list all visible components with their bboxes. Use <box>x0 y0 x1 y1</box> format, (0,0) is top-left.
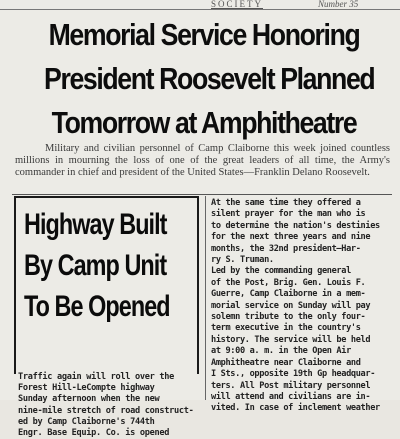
sub-headline-line-2: By Camp Unit <box>24 249 167 282</box>
main-body-line: vited. In case of inclement weather <box>211 403 380 414</box>
sub-story-body <box>18 372 200 439</box>
headline-line-3: Tomorrow at Amphitheatre <box>51 105 357 140</box>
main-body-line: to determine the nation's destinies <box>211 220 380 231</box>
headline-line-2: President Roosevelt Planned <box>44 61 375 96</box>
main-body-line: ters. All Post military personnel <box>211 380 371 391</box>
issue-number: Number 35 <box>318 0 359 9</box>
headline-line-1: Memorial Service Honoring <box>48 17 360 52</box>
sub-story-headline <box>24 204 204 327</box>
sub-body-line: ed by Camp Claiborne's 744th <box>18 416 155 427</box>
main-body-line: will attend and civilians are in- <box>211 391 371 402</box>
main-body-line: at 9:00 a. m. in the Open Air <box>211 346 351 357</box>
main-body-line: history. The service will be held <box>211 334 371 345</box>
section-rule <box>12 194 392 195</box>
main-body-line: I Sts., opposite 19th Gp headquar- <box>211 369 376 380</box>
sub-headline-line-3: To Be Opened <box>24 290 170 323</box>
main-body-line: ry S. Truman. <box>211 255 274 266</box>
sub-story-column <box>14 196 199 439</box>
sub-body-line: nine-mile stretch of road construct- <box>18 405 194 416</box>
main-body-line: term executive in the country's <box>211 323 361 334</box>
main-body-line: solemn tribute to the only four- <box>211 312 366 323</box>
column-divider <box>205 196 206 400</box>
section-label: SOCIETY <box>211 0 263 9</box>
main-body-line: silent prayer for the man who is <box>211 209 366 220</box>
deck-paragraph: Military and civilian personnel of Camp Claiborne this week joined countless millions in mourning the loss of one of the great leaders of all time, the Army's commander in chief and president of the United States—Franklin Delano Roosevelt. <box>15 143 390 178</box>
main-headline <box>18 13 390 145</box>
main-body-line: At the same time they offered a <box>211 198 361 208</box>
main-body-line: for the next three years and nine <box>211 232 371 243</box>
main-story-body <box>211 198 396 415</box>
top-rule <box>0 9 400 10</box>
sub-body-line: Engr. Base Equip. Co. is opened <box>18 428 170 439</box>
main-body-line: Amphitheatre near Claiborne and <box>211 357 361 368</box>
main-body-line: Led by the commanding general <box>211 266 351 277</box>
sub-body-line: Sunday afternoon when the new <box>18 394 160 405</box>
sub-body-line: Traffic again will roll over the <box>18 372 174 382</box>
sub-headline-line-1: Highway Built <box>24 208 167 241</box>
sub-story-box <box>14 196 199 374</box>
main-body-line: of the Post, Brig. Gen. Louis F. <box>211 277 366 288</box>
main-body-line: morial service on Sunday will pay <box>211 300 371 311</box>
sub-body-line: Forest Hill-LeCompte highway <box>18 383 155 394</box>
main-body-line: Guerre, Camp Claiborne in a mem- <box>211 289 366 300</box>
main-body-line: months, the 32nd president—Har- <box>211 243 361 254</box>
